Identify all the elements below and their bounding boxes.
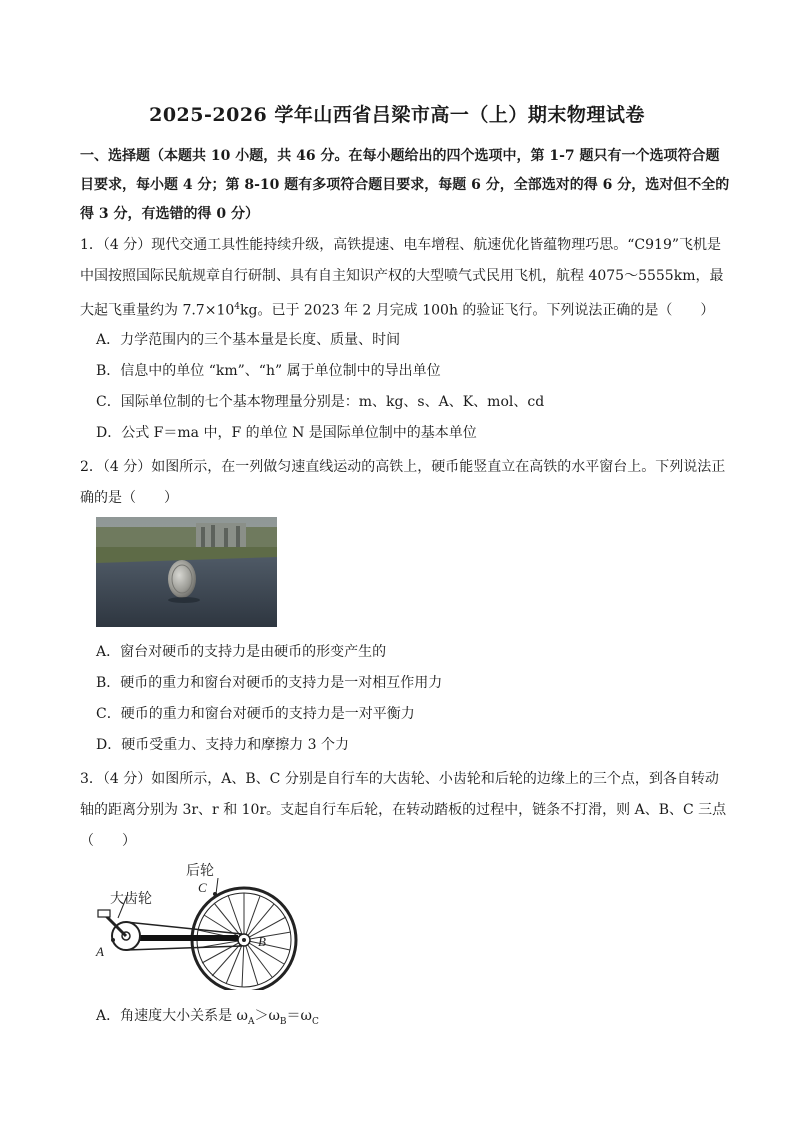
- question-2-option-a: A．窗台对硬币的支持力是由硬币的形变产生的: [96, 644, 387, 660]
- page-title: 2025-2026 学年山西省吕梁市高一（上）期末物理试卷: [149, 104, 645, 126]
- label-point-c: C: [198, 880, 207, 895]
- question-2-option-c: C．硬币的重力和窗台对硬币的支持力是一对平衡力: [96, 706, 415, 722]
- question-3-option-a-prefix: A．角速度大小关系是 ω: [96, 1008, 248, 1024]
- question-1-option-a: A．力学范围内的三个基本量是长度、质量、时间: [96, 332, 401, 348]
- question-3-option-a: [96, 1006, 726, 1032]
- omega-sub-b: B: [279, 1016, 287, 1027]
- label-rear-wheel: 后轮: [186, 862, 214, 878]
- question-1-text-b: kg。已于 2023 年 2 月完成 100h 的验证飞行。下列说法正确的是（ ）: [240, 302, 715, 319]
- question-3-option-a-mid2: ＝ω: [286, 1008, 312, 1024]
- label-point-a: A: [96, 944, 104, 959]
- question-1-option-d: D．公式 F＝ma 中，F 的单位 N 是国际单位制中的基本单位: [96, 425, 477, 441]
- question-2-stem: 2．（4 分）如图所示，在一列做匀速直线运动的高铁上，硬币能竖直立在高铁的水平窗台上。下列说法正确的是（ ）: [80, 459, 726, 506]
- question-1-stem: [80, 230, 730, 327]
- label-big-gear: 大齿轮: [110, 890, 152, 906]
- question-1-exponent: 4: [234, 302, 240, 312]
- section-heading: 一、选择题（本题共 10 小题，共 46 分。在每小题给出的四个选项中，第 1-7 题只有一个选项符合题目要求，每小题 4 分；第 8-10 题有多项符合题目要求，每题 6 分，全部选对的得 6 分，选对但不全的得 3 分，有选错的得 0 分）: [80, 148, 730, 222]
- question-1-option-b: B．信息中的单位 “km”、“h” 属于单位制中的导出单位: [96, 363, 441, 379]
- question-2-option-b: B．硬币的重力和窗台对硬币的支持力是一对相互作用力: [96, 675, 443, 691]
- question-1-text-a: 1．（4 分）现代交通工具性能持续升级，高铁提速、电车增程、航速优化皆蕴物理巧思。“C919”飞机是中国按照国际民航规章自行研制、具有自主知识产权的大型喷气式民用飞机，航程 4075～5555km，最大起飞重量约为 7.7×10: [80, 237, 724, 319]
- question-3-stem: 3．（4 分）如图所示，A、B、C 分别是自行车的大齿轮、小齿轮和后轮的边缘上的三个点，到各自转动轴的距离分别为 3r、r 和 10r。支起自行车后轮，在转动踏板的过程中，链条不打滑，则 A、B、C 三点（ ）: [80, 771, 727, 849]
- bicycle-gear-diagram: [92, 860, 307, 990]
- label-point-b: B: [258, 934, 266, 949]
- question-3-option-a-mid1: ＞ω: [254, 1008, 280, 1024]
- omega-sub-a: A: [247, 1016, 255, 1027]
- coin-on-windowsill-photo: [96, 517, 277, 627]
- question-1-option-c: C．国际单位制的七个基本物理量分别是：m、kg、s、A、K、mol、cd: [96, 394, 545, 410]
- omega-sub-c: C: [311, 1016, 319, 1027]
- question-2-option-d: D．硬币受重力、支持力和摩擦力 3 个力: [96, 737, 350, 753]
